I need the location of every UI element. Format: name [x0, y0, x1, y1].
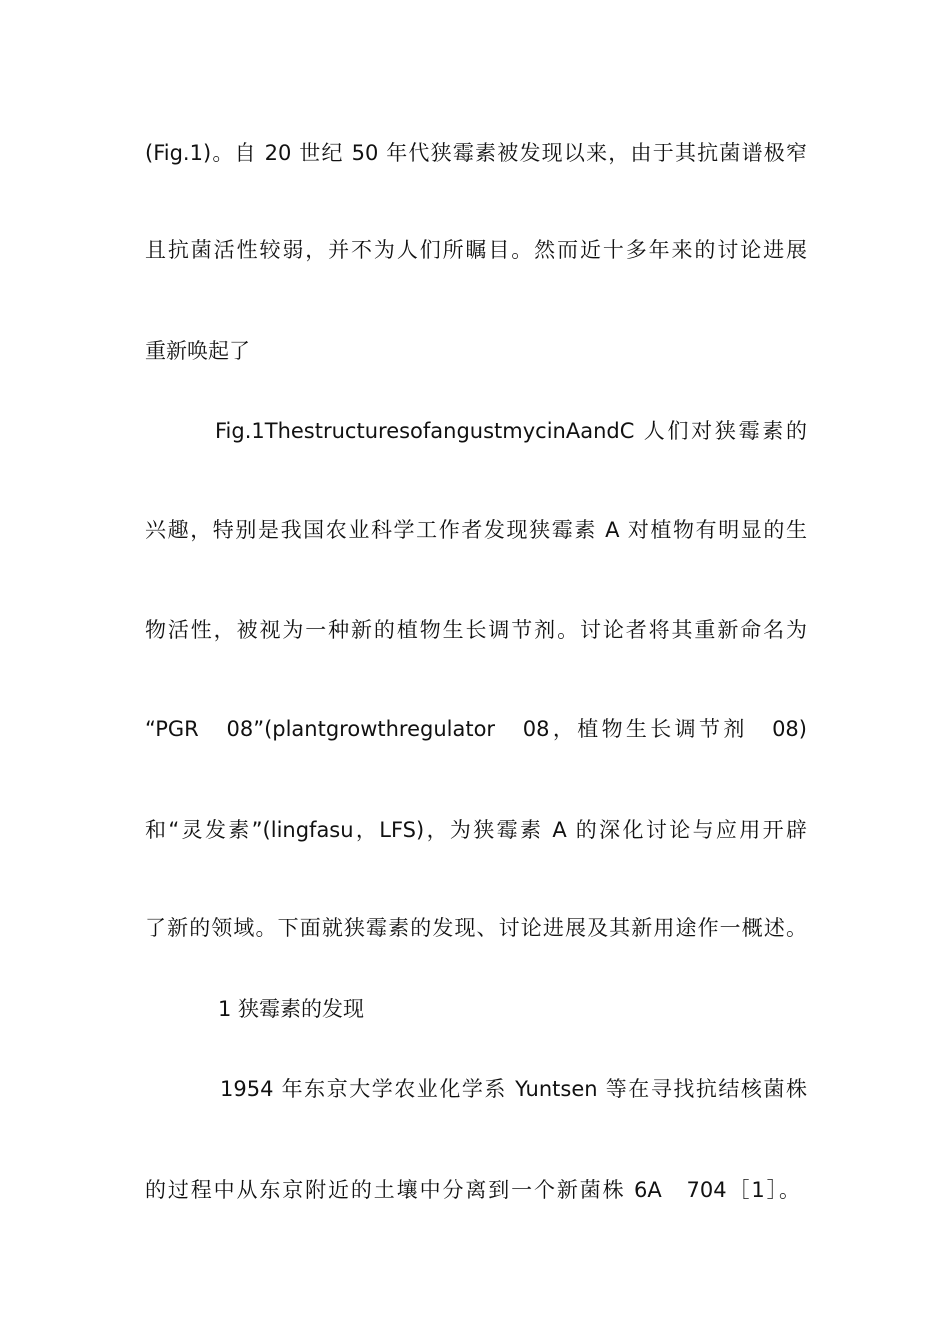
text-line: 重新唤起了: [145, 339, 250, 363]
text-line: 物活性，被视为一种新的植物生长调节剂。讨论者将其重新命名为: [145, 618, 807, 642]
text-line: 1954 年东京大学农业化学系 Yuntsen 等在寻找抗结核菌株: [220, 1077, 807, 1101]
section-heading: 1 狭霉素的发现: [218, 997, 365, 1021]
text-line: 和“灵发素”(lingfasu，LFS)，为狭霉素 A 的深化讨论与应用开辟: [145, 818, 807, 842]
text-line: (Fig.1)。自 20 世纪 50 年代狭霉素被发现以来，由于其抗菌谱极窄: [145, 141, 807, 165]
text-line: 了新的领域。下面就狭霉素的发现、讨论进展及其新用途作一概述。: [145, 916, 807, 940]
text-line: 的过程中从东京附近的土壤中分离到一个新菌株 6A 704［1］。: [145, 1178, 800, 1202]
text-line: 兴趣，特别是我国农业科学工作者发现狭霉素 A 对植物有明显的生: [145, 518, 807, 542]
text-line: Fig.1ThestructuresofangustmycinAandC 人们对狭霉素的: [215, 419, 807, 443]
text-line: 且抗菌活性较弱，并不为人们所瞩目。然而近十多年来的讨论进展: [145, 238, 807, 262]
text-line: “PGR 08”(plantgrowthregulator 08，植物生长调节剂 08): [145, 717, 807, 741]
